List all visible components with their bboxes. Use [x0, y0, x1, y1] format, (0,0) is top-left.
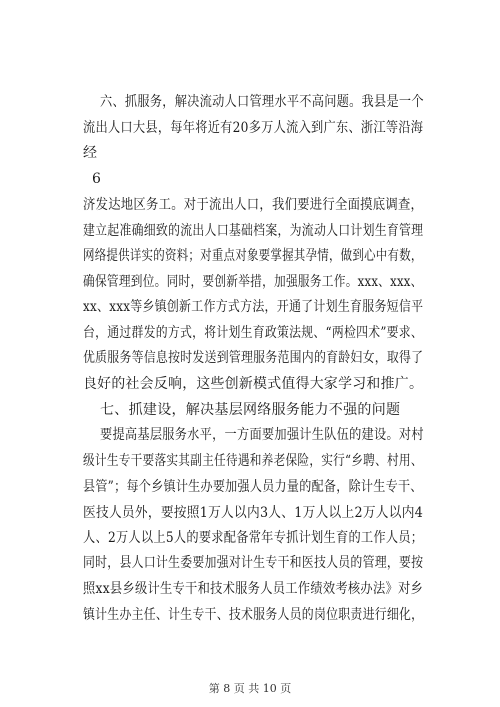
paragraph-line: 建立起准确细致的流出人口基础档案，为流动人口计划生育管理	[83, 223, 424, 239]
page-number-marker: 6	[92, 171, 102, 187]
paragraph-line: 经	[83, 145, 98, 161]
paragraph-line: 镇计生办主任、计生专干、技术服务人员的岗位职责进行细化，	[83, 607, 424, 623]
paragraph-line: 县管”；每个乡镇计生办要加强人员力量的配备，除计生专干、	[83, 479, 423, 495]
paragraph-line: 流出人口大县，每年将近有20多万人流入到广东、浙江等沿海	[83, 120, 424, 136]
section-heading: 七、抓建设，解决基层网络服务能力不强的问题	[100, 402, 401, 418]
paragraph-line: 照xx县乡级计生专干和技术服务人员工作绩效考核办法》对乡	[83, 581, 424, 597]
paragraph-line: 人、2万人以上5人的要求配备常年专抓计划生育的工作人员；	[83, 530, 424, 546]
paragraph-line: 济发达地区务工。对于流出人口，我们要进行全面摸底调查，	[83, 197, 424, 213]
paragraph-line: 网络提供详实的资料；对重点对象要掌握其孕情，做到心中有数，	[83, 248, 423, 264]
paragraph-line: 医技人员外，要按照1万人以内3人、1万人以上2万人以内4	[83, 505, 424, 521]
paragraph-line: 确保管理到位。同时，要创新举措，加强服务工作。xxx、xxx、	[83, 274, 423, 290]
paragraph-line: 台，通过群发的方式，将计划生育政策法规、“两检四术”要求、	[83, 325, 424, 341]
paragraph-line: 级计生专干要落实其副主任待遇和养老保险，实行“乡聘、村用、	[83, 453, 423, 469]
paragraph-line: 同时，县人口计生委要加强对计生专干和医技人员的管理，要按	[83, 555, 424, 571]
paragraph-line: xx、xxx等乡镇创新工作方式方法，开通了计划生育服务短信平	[83, 299, 424, 315]
paragraph-line: 优质服务等信息按时发送到管理服务范围内的育龄妇女，取得了	[83, 350, 424, 366]
paragraph-line: 六、抓服务，解决流动人口管理水平不高问题。我县是一个	[100, 94, 424, 110]
page-footer: 第 8 页 共 10 页	[208, 682, 292, 695]
paragraph-line: 要提高基层服务水平，一方面要加强计生队伍的建设。对村	[100, 427, 424, 443]
paragraph-line: 良好的社会反响，这些创新模式值得大家学习和推广。	[83, 376, 424, 392]
